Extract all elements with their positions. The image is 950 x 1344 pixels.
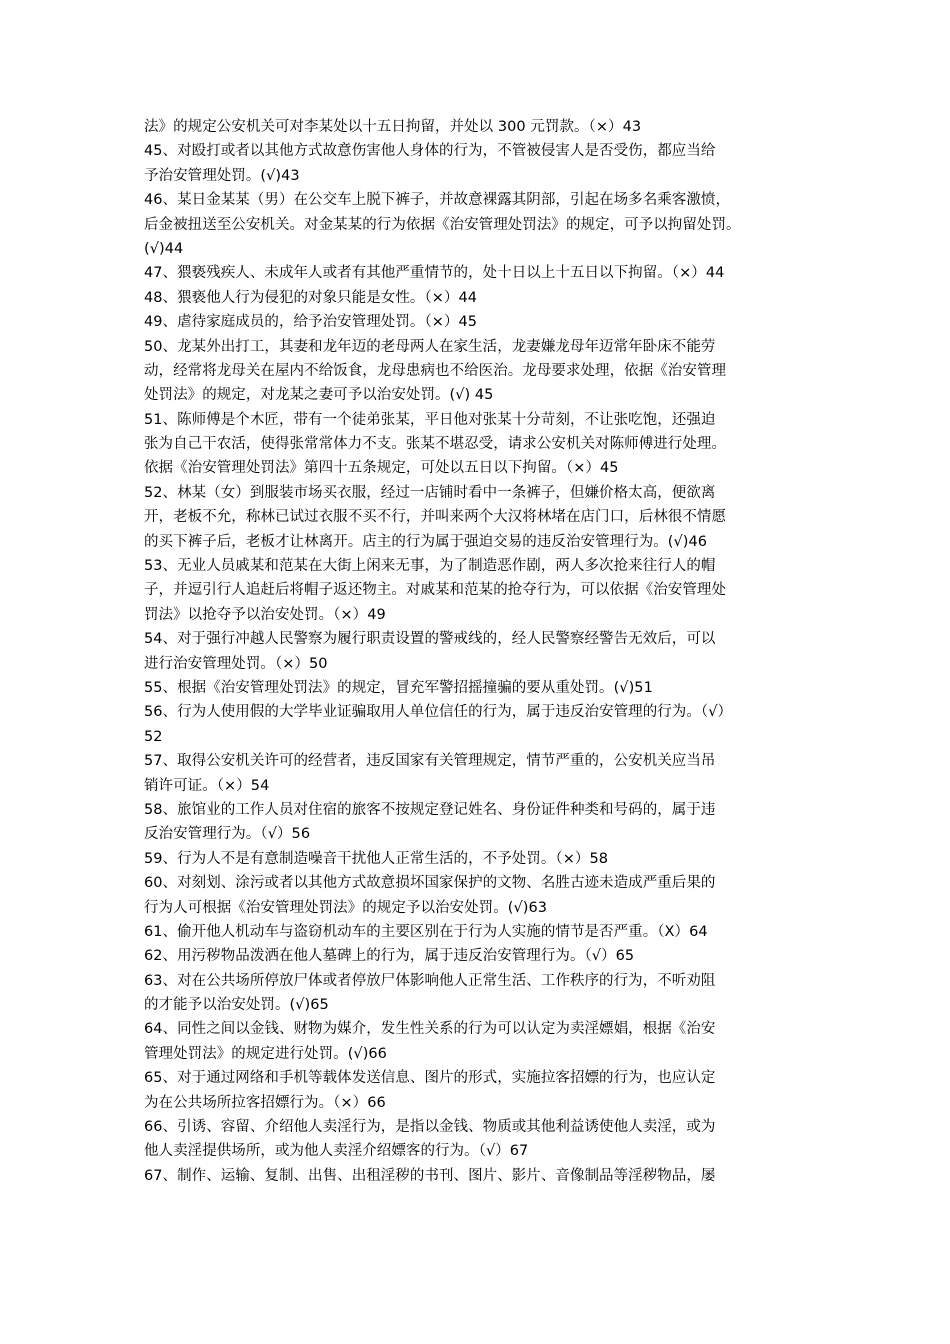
text-line: 65、对于通过网络和手机等载体发送信息、图片的形式，实施拉客招嫖的行为，也应认定 <box>144 1070 716 1087</box>
text-line: 销许可证。（×）54 <box>144 777 270 794</box>
text-line: 管理处罚法》的规定进行处罚。(√)66 <box>144 1045 387 1062</box>
text-line: 54、对于强行冲越人民警察为履行职责设置的警戒线的，经人民警察经警告无效后，可以 <box>144 631 716 648</box>
text-line: 罚法》以抢夺予以治安处罚。（×）49 <box>144 606 386 623</box>
text-line: 58、旅馆业的工作人员对住宿的旅客不按规定登记姓名、身份证件种类和号码的，属于违 <box>144 801 716 818</box>
text-line: 52、林某（女）到服装市场买衣服，经过一店铺时看中一条裤子，但嫌价格太高，便欲离 <box>144 484 716 501</box>
text-line: 66、引诱、容留、介绍他人卖淫行为，是指以金钱、物质或其他利益诱使他人卖淫，或为 <box>144 1119 716 1136</box>
text-line: 63、对在公共场所停放尸体或者停放尸体影响他人正常生活、工作秩序的行为，不听劝阻 <box>144 972 716 989</box>
text-line: 为在公共场所拉客招嫖行为。（×）66 <box>144 1094 386 1111</box>
text-line: 56、行为人使用假的大学毕业证骗取用人单位信任的行为，属于违反治安管理的行为。（√） <box>144 704 733 721</box>
text-line: 的买下裤子后，老板才让林离开。店主的行为属于强迫交易的违反治安管理行为。(√)46 <box>144 533 708 550</box>
text-line: 59、行为人不是有意制造噪音干扰他人正常生活的，不予处罚。（×）58 <box>144 850 608 867</box>
text-line: 后金被扭送至公安机关。对金某某的行为依据《治安管理处罚法》的规定，可予以拘留处罚。 <box>144 216 741 233</box>
text-line: 45、对殴打或者以其他方式故意伤害他人身体的行为，不管被侵害人是否受伤，都应当给 <box>144 143 716 160</box>
text-line: 50、龙某外出打工，其妻和龙年迈的老母两人在家生活，龙妻嫌龙母年迈常年卧床不能劳 <box>144 338 716 355</box>
text-line: 57、取得公安机关许可的经营者，违反国家有关管理规定，情节严重的，公安机关应当吊 <box>144 753 716 770</box>
text-line: 法》的规定公安机关可对李某处以十五日拘留，并处以 300 元罚款。（×）43 <box>144 119 642 135</box>
text-line: 61、偷开他人机动车与盗窃机动车的主要区别在于行为人实施的情节是否严重。（X）64 <box>144 923 708 940</box>
text-line: 子，并逗引行人追赶后将帽子返还物主。对戚某和范某的抢夺行为，可以依据《治安管理处 <box>144 582 726 599</box>
text-line: 46、某日金某某（男）在公交车上脱下裤子，并故意裸露其阴部，引起在场多名乘客激愤， <box>144 192 730 209</box>
text-line: 行为人可根据《治安管理处罚法》的规定予以治安处罚。(√)63 <box>144 899 548 916</box>
text-line: (√)44 <box>144 240 184 257</box>
text-line: 他人卖淫提供场所，或为他人卖淫介绍嫖客的行为。（√）67 <box>144 1143 529 1160</box>
text-line: 开，老板不允，称林已试过衣服不买不行，并叫来两个大汉将林堵在店门口，后林很不情愿 <box>144 509 726 526</box>
text-line: 47、猥亵残疾人、未成年人或者有其他严重情节的，处十日以上十五日以下拘留。（×）44 <box>144 265 725 282</box>
text-line: 进行治安管理处罚。（×）50 <box>144 655 328 672</box>
text-line: 动，经常将龙母关在屋内不给饭食，龙母患病也不给医治。龙母要求处理，依据《治安管理 <box>144 362 726 379</box>
text-line: 53、无业人员戚某和范某在大街上闲来无事，为了制造恶作剧，两人多次抢来往行人的帽 <box>144 558 716 575</box>
text-line: 67、制作、运输、复制、出售、出租淫秽的书刊、图片、影片、音像制品等淫秽物品，屡 <box>144 1167 716 1184</box>
text-line: 52 <box>144 728 163 745</box>
text-line: 处罚法》的规定，对龙某之妻可予以治安处罚。(√) 45 <box>144 387 494 404</box>
text-line: 64、同性之间以金钱、财物为媒介，发生性关系的行为可以认定为卖淫嫖娼，根据《治安 <box>144 1021 716 1038</box>
text-line: 依据《治安管理处罚法》第四十五条规定，可处以五日以下拘留。（×）45 <box>144 460 619 477</box>
text-line: 张为自己干农活，使得张常常体力不支。张某不堪忍受，请求公安机关对陈师傅进行处理。 <box>144 436 726 453</box>
text-line: 的才能予以治安处罚。(√)65 <box>144 997 329 1014</box>
document-body <box>144 115 808 1188</box>
text-line: 60、对刻划、涂污或者以其他方式故意损坏国家保护的文物、名胜古迹未造成严重后果的 <box>144 875 716 892</box>
text-line: 55、根据《治安管理处罚法》的规定，冒充军警招摇撞骗的要从重处罚。(√)51 <box>144 679 653 696</box>
text-line: 62、用污秽物品泼洒在他人墓碑上的行为，属于违反治安管理行为。（√）65 <box>144 948 635 965</box>
text-line: 予治安管理处罚。(√)43 <box>144 167 300 184</box>
text-line: 48、猥亵他人行为侵犯的对象只能是女性。（×）44 <box>144 289 478 306</box>
text-line: 49、虐待家庭成员的，给予治安管理处罚。（×）45 <box>144 314 478 331</box>
text-line: 51、陈师傅是个木匠，带有一个徒弟张某，平日他对张某十分苛刻，不让张吃饱，还强迫 <box>144 411 716 428</box>
text-line: 反治安管理行为。（√）56 <box>144 826 311 843</box>
